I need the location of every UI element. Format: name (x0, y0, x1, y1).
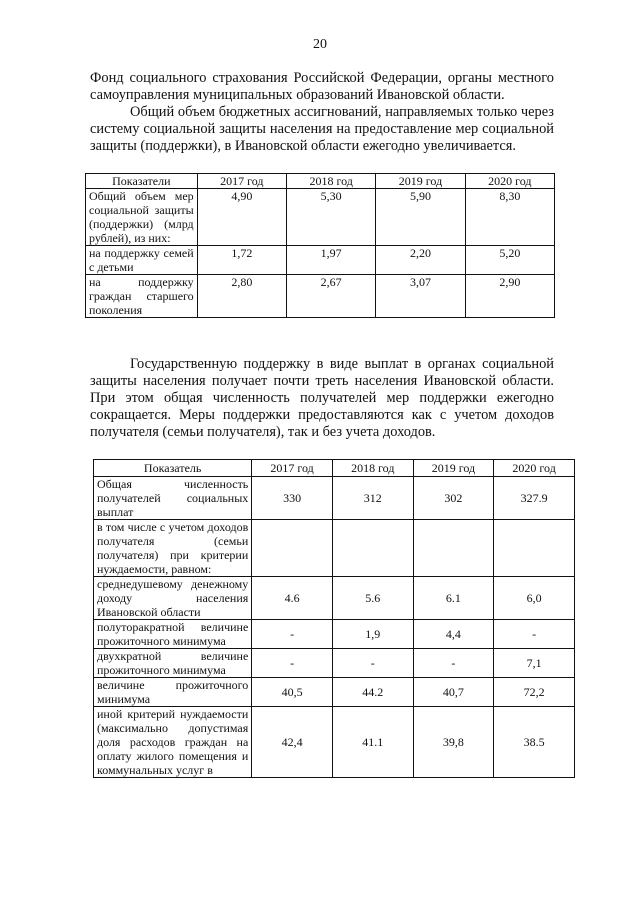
cell-value: 2,90 (465, 275, 554, 318)
table-header-row (86, 174, 555, 189)
cell-value (332, 520, 413, 577)
cell-value: 5,20 (465, 246, 554, 275)
row-label: двухкратной величине прожиточного минимума (94, 649, 252, 678)
cell-value: 1,72 (197, 246, 286, 275)
cell-value: 6.1 (413, 577, 494, 620)
cell-value (413, 520, 494, 577)
cell-value (252, 520, 333, 577)
table-row (94, 707, 575, 778)
table-row (94, 520, 575, 577)
cell-value: 3,07 (376, 275, 465, 318)
cell-value: 40,5 (252, 678, 333, 707)
table-row (94, 649, 575, 678)
cell-value: 40,7 (413, 678, 494, 707)
row-label: на поддержку граждан старшего поколения (86, 275, 198, 318)
table-row (94, 477, 575, 520)
column-header: Показатели (86, 174, 198, 189)
row-label: полуторакратной величине прожиточного минимума (94, 620, 252, 649)
cell-value: - (413, 649, 494, 678)
cell-value: 5.6 (332, 577, 413, 620)
budget-table (85, 173, 555, 318)
cell-value: 330 (252, 477, 333, 520)
column-header: 2020 год (494, 460, 575, 477)
cell-value: 7,1 (494, 649, 575, 678)
cell-value: - (252, 649, 333, 678)
paragraph-budget: Общий объем бюджетных ассигнований, направляемых только через систему социальной защиты населения на предоставление мер социальной защиты (поддержки), в Ивановской области ежегодно увеличивается. (90, 104, 554, 154)
cell-value: 4,4 (413, 620, 494, 649)
cell-value: 2,67 (287, 275, 376, 318)
cell-value: 1,9 (332, 620, 413, 649)
cell-value: 38.5 (494, 707, 575, 778)
cell-value: - (332, 649, 413, 678)
cell-value: 4,90 (197, 189, 286, 246)
cell-value: 5,30 (287, 189, 376, 246)
cell-value: 312 (332, 477, 413, 520)
cell-value: 72,2 (494, 678, 575, 707)
row-label: среднедушевому денежному доходу населения Ивановской области (94, 577, 252, 620)
cell-value: - (252, 620, 333, 649)
row-label: величине прожиточного минимума (94, 678, 252, 707)
column-header: 2020 год (465, 174, 554, 189)
table-row (86, 275, 555, 318)
cell-value: 2,80 (197, 275, 286, 318)
column-header: 2018 год (287, 174, 376, 189)
cell-value: 6,0 (494, 577, 575, 620)
cell-value: 42,4 (252, 707, 333, 778)
cell-value: 4.6 (252, 577, 333, 620)
row-label: на поддержку семей с детьми (86, 246, 198, 275)
column-header: 2018 год (332, 460, 413, 477)
cell-value: 8,30 (465, 189, 554, 246)
table-row (94, 577, 575, 620)
table-row (86, 189, 555, 246)
cell-value: 327.9 (494, 477, 575, 520)
column-header: 2017 год (197, 174, 286, 189)
row-label: в том числе с учетом доходов получателя (семьи получателя) при критерии нуждаемости, равном: (94, 520, 252, 577)
cell-value: 39,8 (413, 707, 494, 778)
paragraph-intro: Фонд социального страхования Российской Федерации, органы местного самоуправления муниципальных образований Ивановской области. (90, 70, 554, 103)
table-header-row (94, 460, 575, 477)
cell-value: 1,97 (287, 246, 376, 275)
cell-value: 41.1 (332, 707, 413, 778)
row-label: иной критерий нуждаемости (максимально допустимая доля расходов граждан на оплату жилого помещения и коммунальных услуг в (94, 707, 252, 778)
table-row (86, 246, 555, 275)
page-number: 20 (313, 37, 327, 52)
column-header: 2017 год (252, 460, 333, 477)
cell-value: - (494, 620, 575, 649)
recipients-table (93, 459, 575, 778)
column-header: 2019 год (376, 174, 465, 189)
column-header: Показатель (94, 460, 252, 477)
row-label: Общий объем мер социальной защиты (поддержки) (млрд рублей), из них: (86, 189, 198, 246)
column-header: 2019 год (413, 460, 494, 477)
cell-value: 5,90 (376, 189, 465, 246)
table-row (94, 678, 575, 707)
paragraph-recipients: Государственную поддержку в виде выплат в органах социальной защиты населения получает почти треть населения Ивановской области. При этом общая численность получателей мер поддержки ежегодно сокращается. Меры поддержки предоставляются как с учетом доходов получателя (семьи получателя), так и без учета доходов. (90, 356, 554, 440)
cell-value (494, 520, 575, 577)
cell-value: 44.2 (332, 678, 413, 707)
row-label: Общая численность получателей социальных выплат (94, 477, 252, 520)
cell-value: 2,20 (376, 246, 465, 275)
table-row (94, 620, 575, 649)
cell-value: 302 (413, 477, 494, 520)
